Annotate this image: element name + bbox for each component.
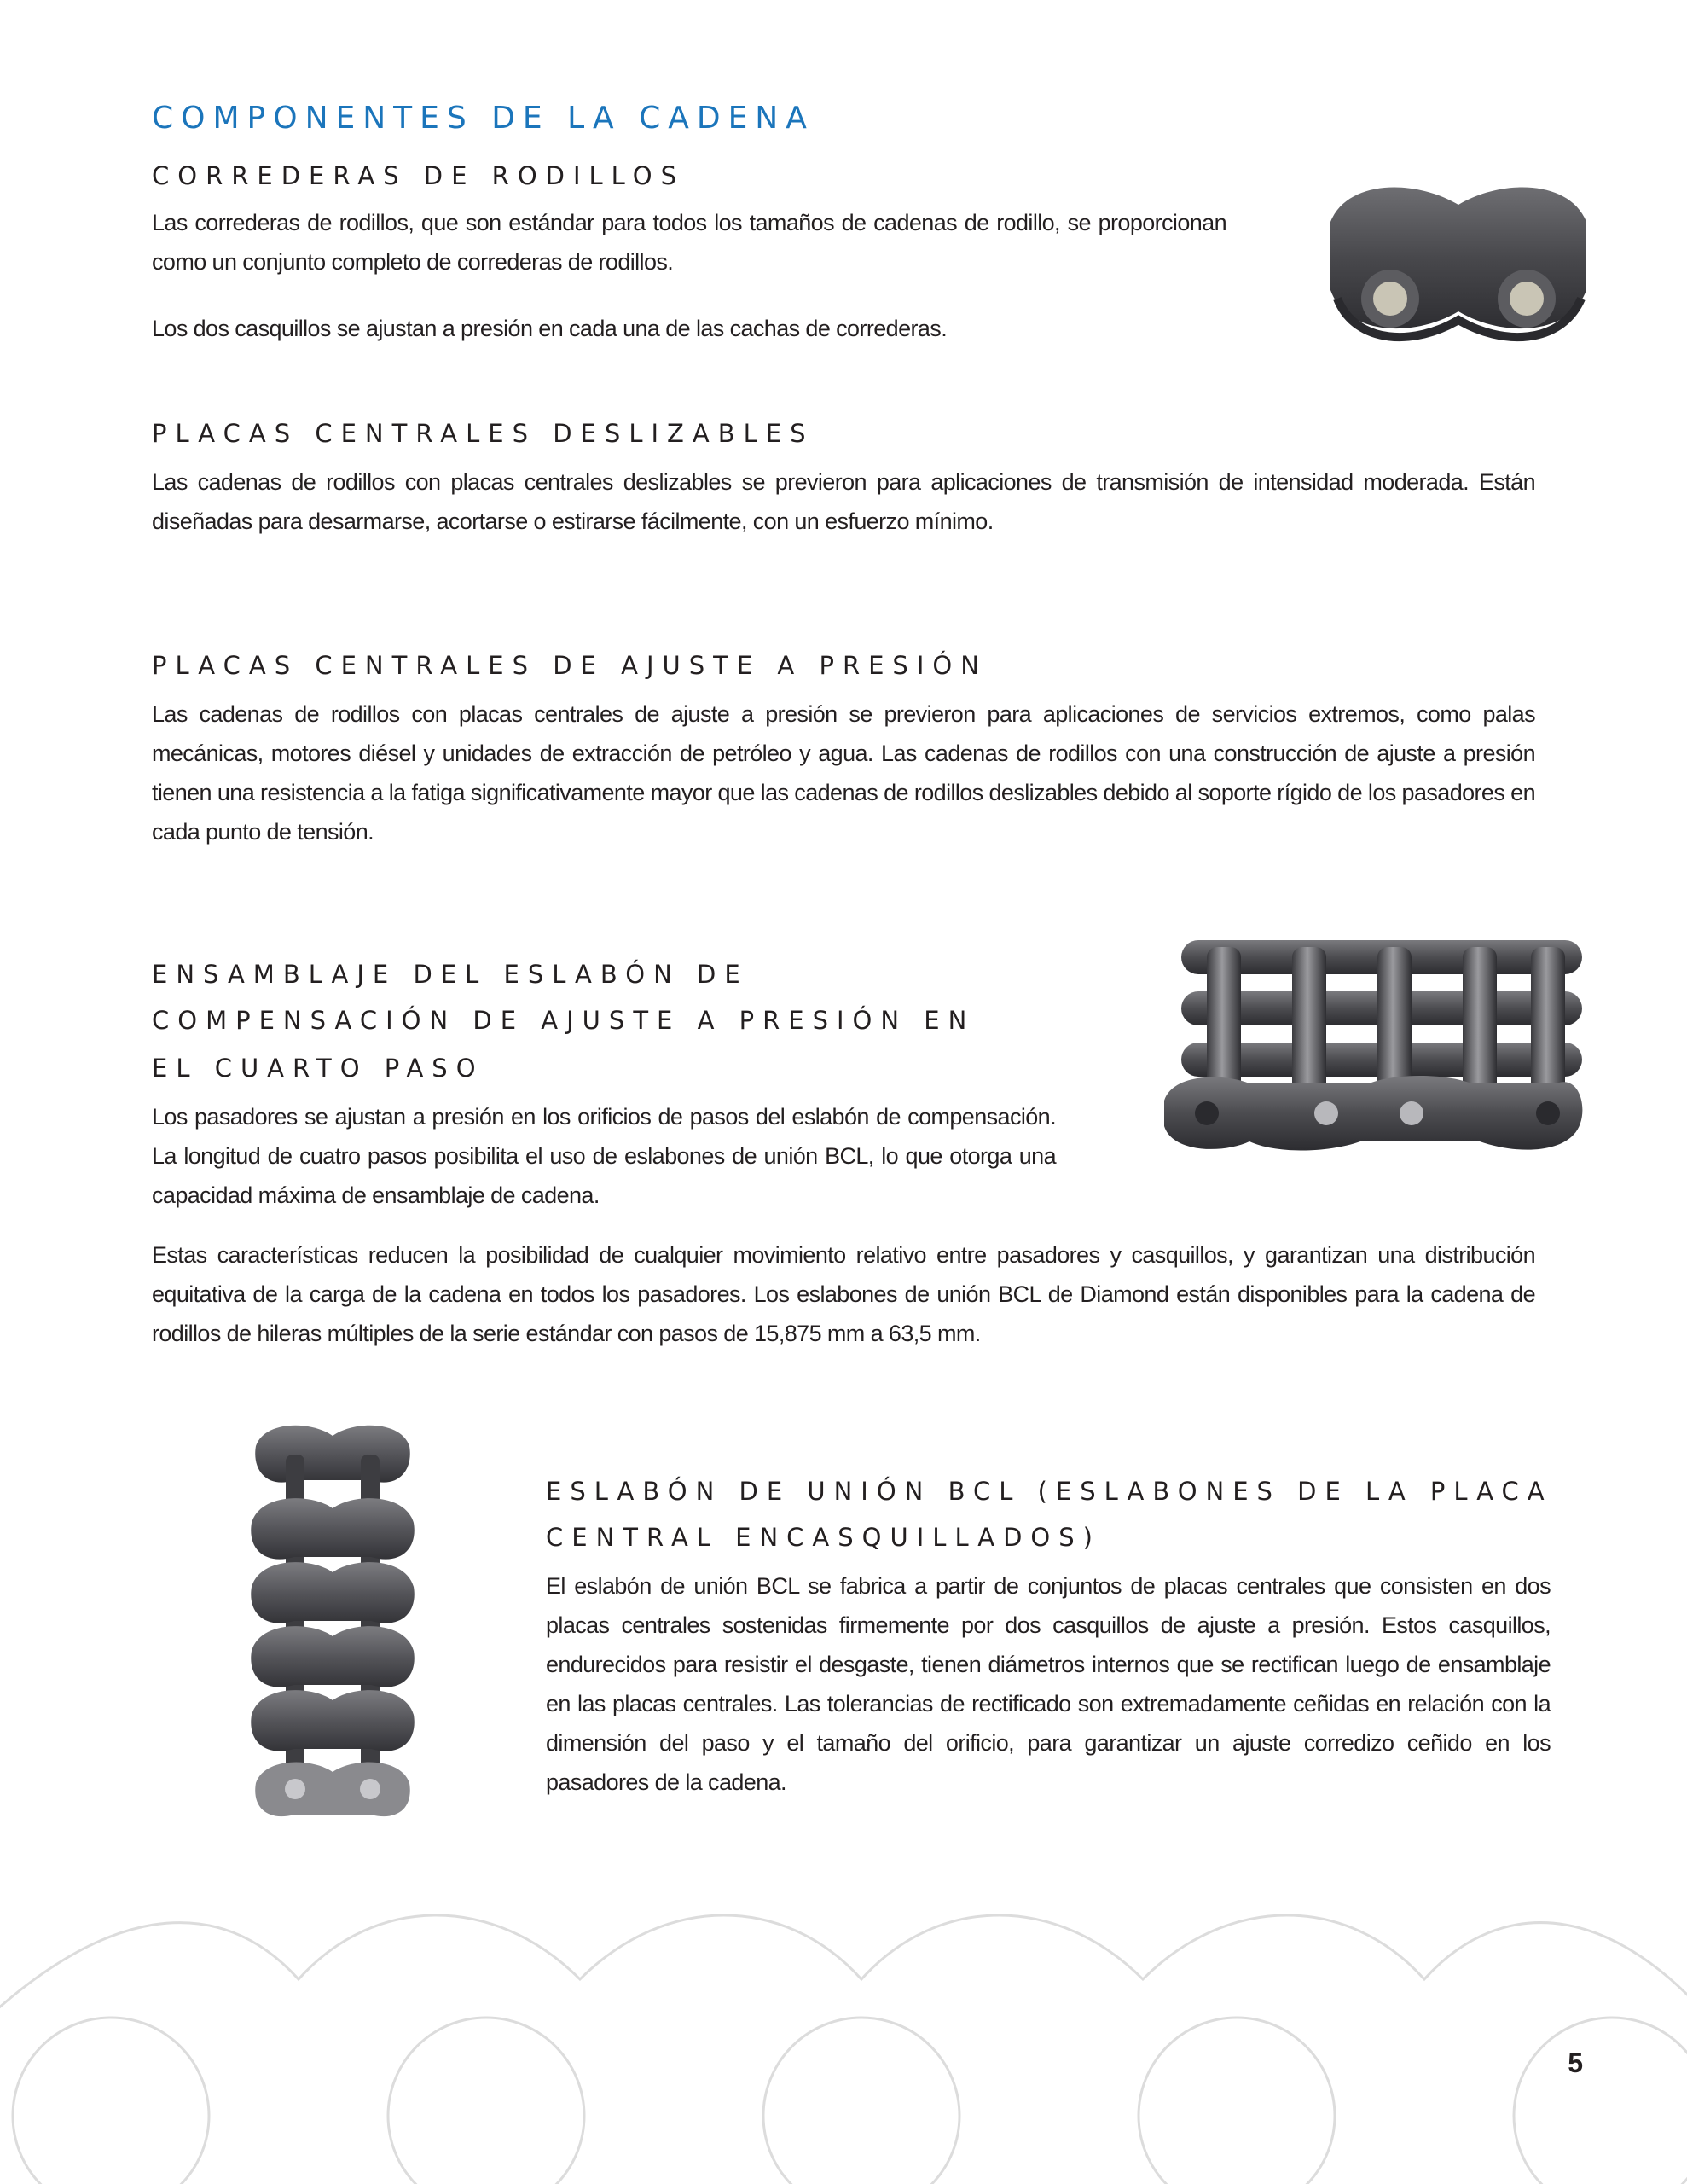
paragraph-bcl: El eslabón de unión BCL se fabrica a partir de conjuntos de placas centrales que consisten en dos placas centrales sostenidas firmemente por dos casquillos de ajuste a presión. Estos casquillos, endurecidos para resistir el desgaste, tienen diámetros internos que se rectifican luego de ensamblaje en las placas centrales. Las tolerancias de rectificado son extremadamente ceñidas en relación con la dimensión del paso y el tamaño del orificio, para garantizar un ajuste corredizo ceñido en los pasadores de la cadena.	[546, 1573, 1551, 1795]
page-number: 5	[1568, 2048, 1583, 2078]
paragraph-correderas-2: Los dos casquillos se ajustan a presión en cada una de las cachas de correderas.	[152, 316, 948, 341]
paragraph-ajuste-presion: Las cadenas de rodillos con placas centrales de ajuste a presión se previeron para aplicaciones de servicios extremos, como palas mecánicas, motores diésel y unidades de extracción de petróleo y agua. Las cadenas de rodillos con una construcción de ajuste a presión tienen una resistencia a la fatiga significativamente mayor que las cadenas de rodillos deslizables debido al soporte rígido de los pasadores en cada punto de tensión.	[152, 701, 1535, 845]
section-heading-deslizables: PLACAS CENTRALES DESLIZABLES	[152, 419, 815, 448]
roller-link-image	[1313, 171, 1603, 354]
section-heading-bcl-line-1: ESLABÓN DE UNIÓN BCL (ESLABONES DE LA PLACA	[546, 1477, 1553, 1506]
paragraph-deslizables: Las cadenas de rodillos con placas centrales deslizables se previeron para aplicaciones de transmisión de intensidad moderada. Están diseñadas para desarmarse, acortarse o estirarse fácilmente, con un esfuerzo mínimo.	[152, 469, 1535, 534]
section-heading-compensacion-line-3: EL CUARTO PASO	[152, 1054, 484, 1083]
page-title: COMPONENTES DE LA CADENA	[152, 101, 815, 136]
bcl-connecting-links-image	[243, 1420, 422, 1821]
section-heading-compensacion-line-1: ENSAMBLAJE DEL ESLABÓN DE	[152, 960, 749, 989]
section-heading-compensacion-line-2: COMPENSACIÓN DE AJUSTE A PRESIÓN EN	[152, 1006, 976, 1035]
background-chain-pattern	[0, 1860, 1687, 2184]
paragraph-compensacion-1: Los pasadores se ajustan a presión en los orificios de pasos del eslabón de compensación. La longitud de cuatro pasos posibilita el uso de eslabones de unión BCL, lo que otorga una capacidad máxima de ensamblaje de cadena.	[152, 1104, 1056, 1208]
section-heading-correderas: CORREDERAS DE RODILLOS	[152, 161, 686, 190]
section-heading-ajuste-presion: PLACAS CENTRALES DE AJUSTE A PRESIÓN	[152, 651, 988, 680]
offset-link-chain-image	[1156, 930, 1591, 1165]
section-heading-bcl-line-2: CENTRAL ENCASQUILLADOS)	[546, 1523, 1101, 1552]
paragraph-compensacion-2: Estas características reducen la posibilidad de cualquier movimiento relativo entre pasadores y casquillos, y garantizan una distribución equitativa de la carga de la cadena en todos los pasadores. Los eslabones de unión BCL de Diamond están disponibles para la cadena de rodillos de hileras múltiples de la serie estándar con pasos de 15,875 mm a 63,5 mm.	[152, 1242, 1535, 1346]
paragraph-correderas-1: Las correderas de rodillos, que son estándar para todos los tamaños de cadenas de rodillo, se proporcionan como un conjunto completo de correderas de rodillos.	[152, 210, 1226, 275]
